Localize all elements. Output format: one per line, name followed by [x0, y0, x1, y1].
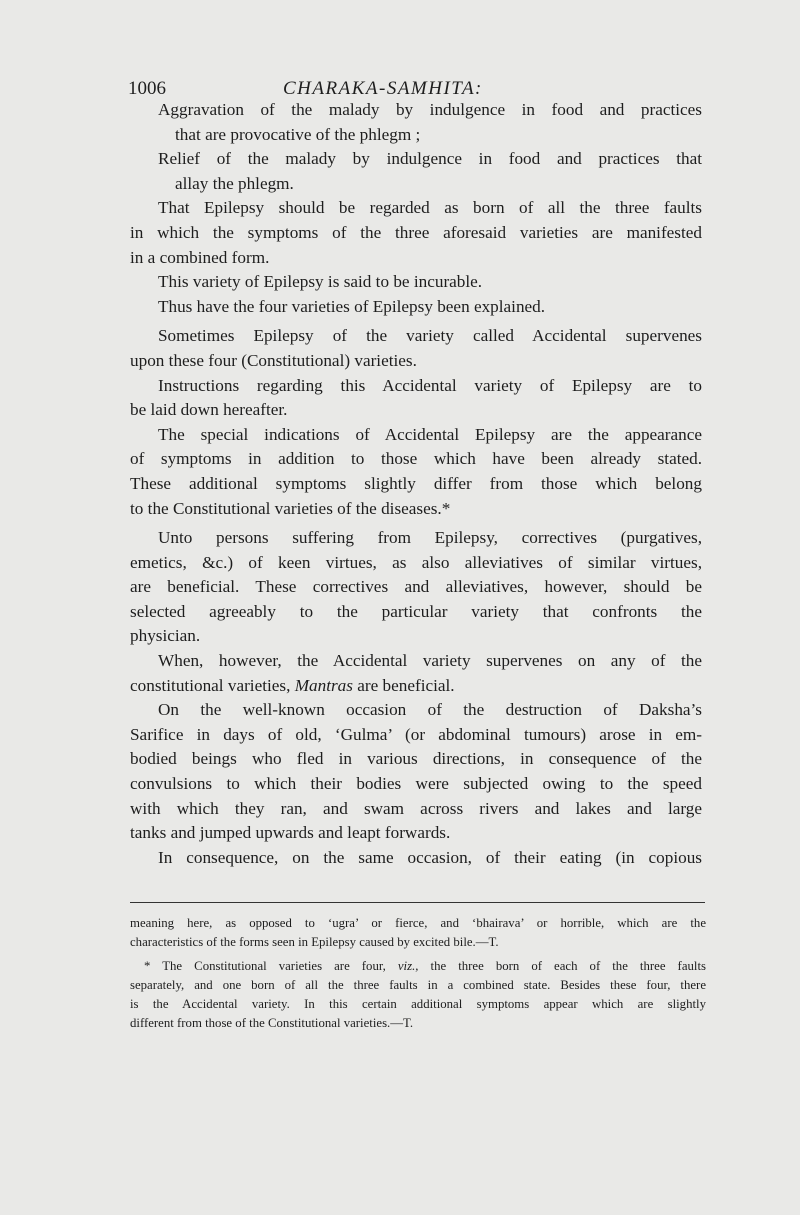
text-line: These additional symptoms slightly differ from those which belong	[130, 473, 702, 493]
footnote-rule	[130, 902, 705, 903]
text-line: different from those of the Constitutional varieties.—T.	[130, 1016, 414, 1030]
text-line: with which they ran, and swam across rivers and lakes and large	[130, 798, 702, 818]
text-line: in a combined form.	[130, 247, 270, 267]
text-line: Instructions regarding this Accidental variety of Epilepsy are to	[158, 375, 702, 395]
paragraph	[130, 270, 702, 295]
text-line: is the Accidental variety. In this certain additional symptoms appear which are slightly	[130, 997, 706, 1011]
text-line: are beneficial. These correctives and alleviatives, however, should be	[130, 577, 702, 597]
paragraph	[130, 846, 702, 871]
text-line: be laid down hereafter.	[130, 400, 288, 420]
text-segment: are beneficial.	[352, 675, 455, 695]
text-line: tanks and jumped upwards and leapt forwards.	[130, 823, 451, 843]
text-line: upon these four (Constitutional) varieties.	[130, 350, 417, 370]
text-line: Sarifice in days of old, ‘Gulma’ (or abdominal tumours) arose in em-	[130, 724, 702, 744]
text-line: Sometimes Epilepsy of the variety called Accidental supervenes	[158, 326, 702, 346]
text-line	[130, 674, 702, 699]
text-line: meaning here, as opposed to ‘ugra’ or fierce, and ‘bhairava’ or horrible, which are the	[130, 916, 706, 930]
paragraph	[130, 196, 702, 270]
paragraph	[130, 423, 702, 526]
paragraph	[130, 374, 702, 423]
paragraph	[130, 526, 702, 649]
text-line: of symptoms in addition to those which have been already stated.	[130, 449, 702, 469]
italic-term: Mantras	[294, 675, 353, 695]
text-line: When, however, the Accidental variety supervenes on any of the	[158, 651, 702, 671]
footnote	[130, 914, 706, 957]
text-line: in which the symptoms of the three aforesaid varieties are manifested	[130, 222, 702, 242]
text-line: On the well-known occasion of the destruction of Daksha’s	[158, 700, 702, 720]
text-line: That Epilepsy should be regarded as born of all the three faults	[158, 198, 702, 218]
text-line: The special indications of Accidental Epilepsy are the appearance	[158, 424, 702, 444]
text-line: Relief of the malady by indulgence in food and practices that	[158, 149, 702, 169]
footnotes	[130, 914, 706, 1033]
text-segment: constitutional varieties,	[130, 675, 295, 695]
text-segment: * The Constitutional varieties are four,	[144, 959, 398, 973]
text-line: bodied beings who fled in various directions, in consequence of the	[130, 749, 702, 769]
text-line: allay the phlegm.	[175, 173, 294, 193]
text-line: selected agreeably to the particular variety that confronts the	[130, 601, 702, 621]
text-line: separately, and one born of all the three faults in a combined state. Besides these four, there	[130, 978, 706, 992]
main-text	[130, 98, 702, 870]
text-line	[130, 957, 706, 976]
text-line: characteristics of the forms seen in Epilepsy caused by excited bile.—T.	[130, 935, 499, 949]
paragraph	[130, 295, 702, 325]
text-line: Aggravation of the malady by indulgence in food and practices	[158, 100, 702, 119]
text-line: convulsions to which their bodies were subjected owing to the speed	[130, 774, 702, 794]
text-line: to the Constitutional varieties of the diseases.*	[130, 498, 451, 518]
paragraph	[130, 324, 702, 373]
paragraph	[130, 147, 702, 196]
running-head: CHARAKA-SAMHITA:	[283, 78, 483, 99]
italic-term: viz.,	[397, 959, 419, 973]
text-line: This variety of Epilepsy is said to be incurable.	[158, 272, 483, 292]
text-line: emetics, &c.) of keen virtues, as also alleviatives of similar virtues,	[130, 552, 702, 572]
text-line: Thus have the four varieties of Epilepsy been explained.	[158, 296, 546, 316]
footnote	[130, 957, 706, 1033]
text-line: In consequence, on the same occasion, of their eating (in copious	[158, 847, 702, 867]
text-line: Unto persons suffering from Epilepsy, correctives (purgatives,	[158, 528, 702, 548]
text-segment: the three born of each of the three faults	[418, 959, 706, 973]
page-number: 1006	[128, 78, 166, 99]
paragraph	[130, 649, 702, 698]
paragraph	[130, 98, 702, 147]
text-line: that are provocative of the phlegm ;	[175, 124, 421, 144]
paragraph	[130, 698, 702, 846]
text-line: physician.	[130, 626, 201, 646]
